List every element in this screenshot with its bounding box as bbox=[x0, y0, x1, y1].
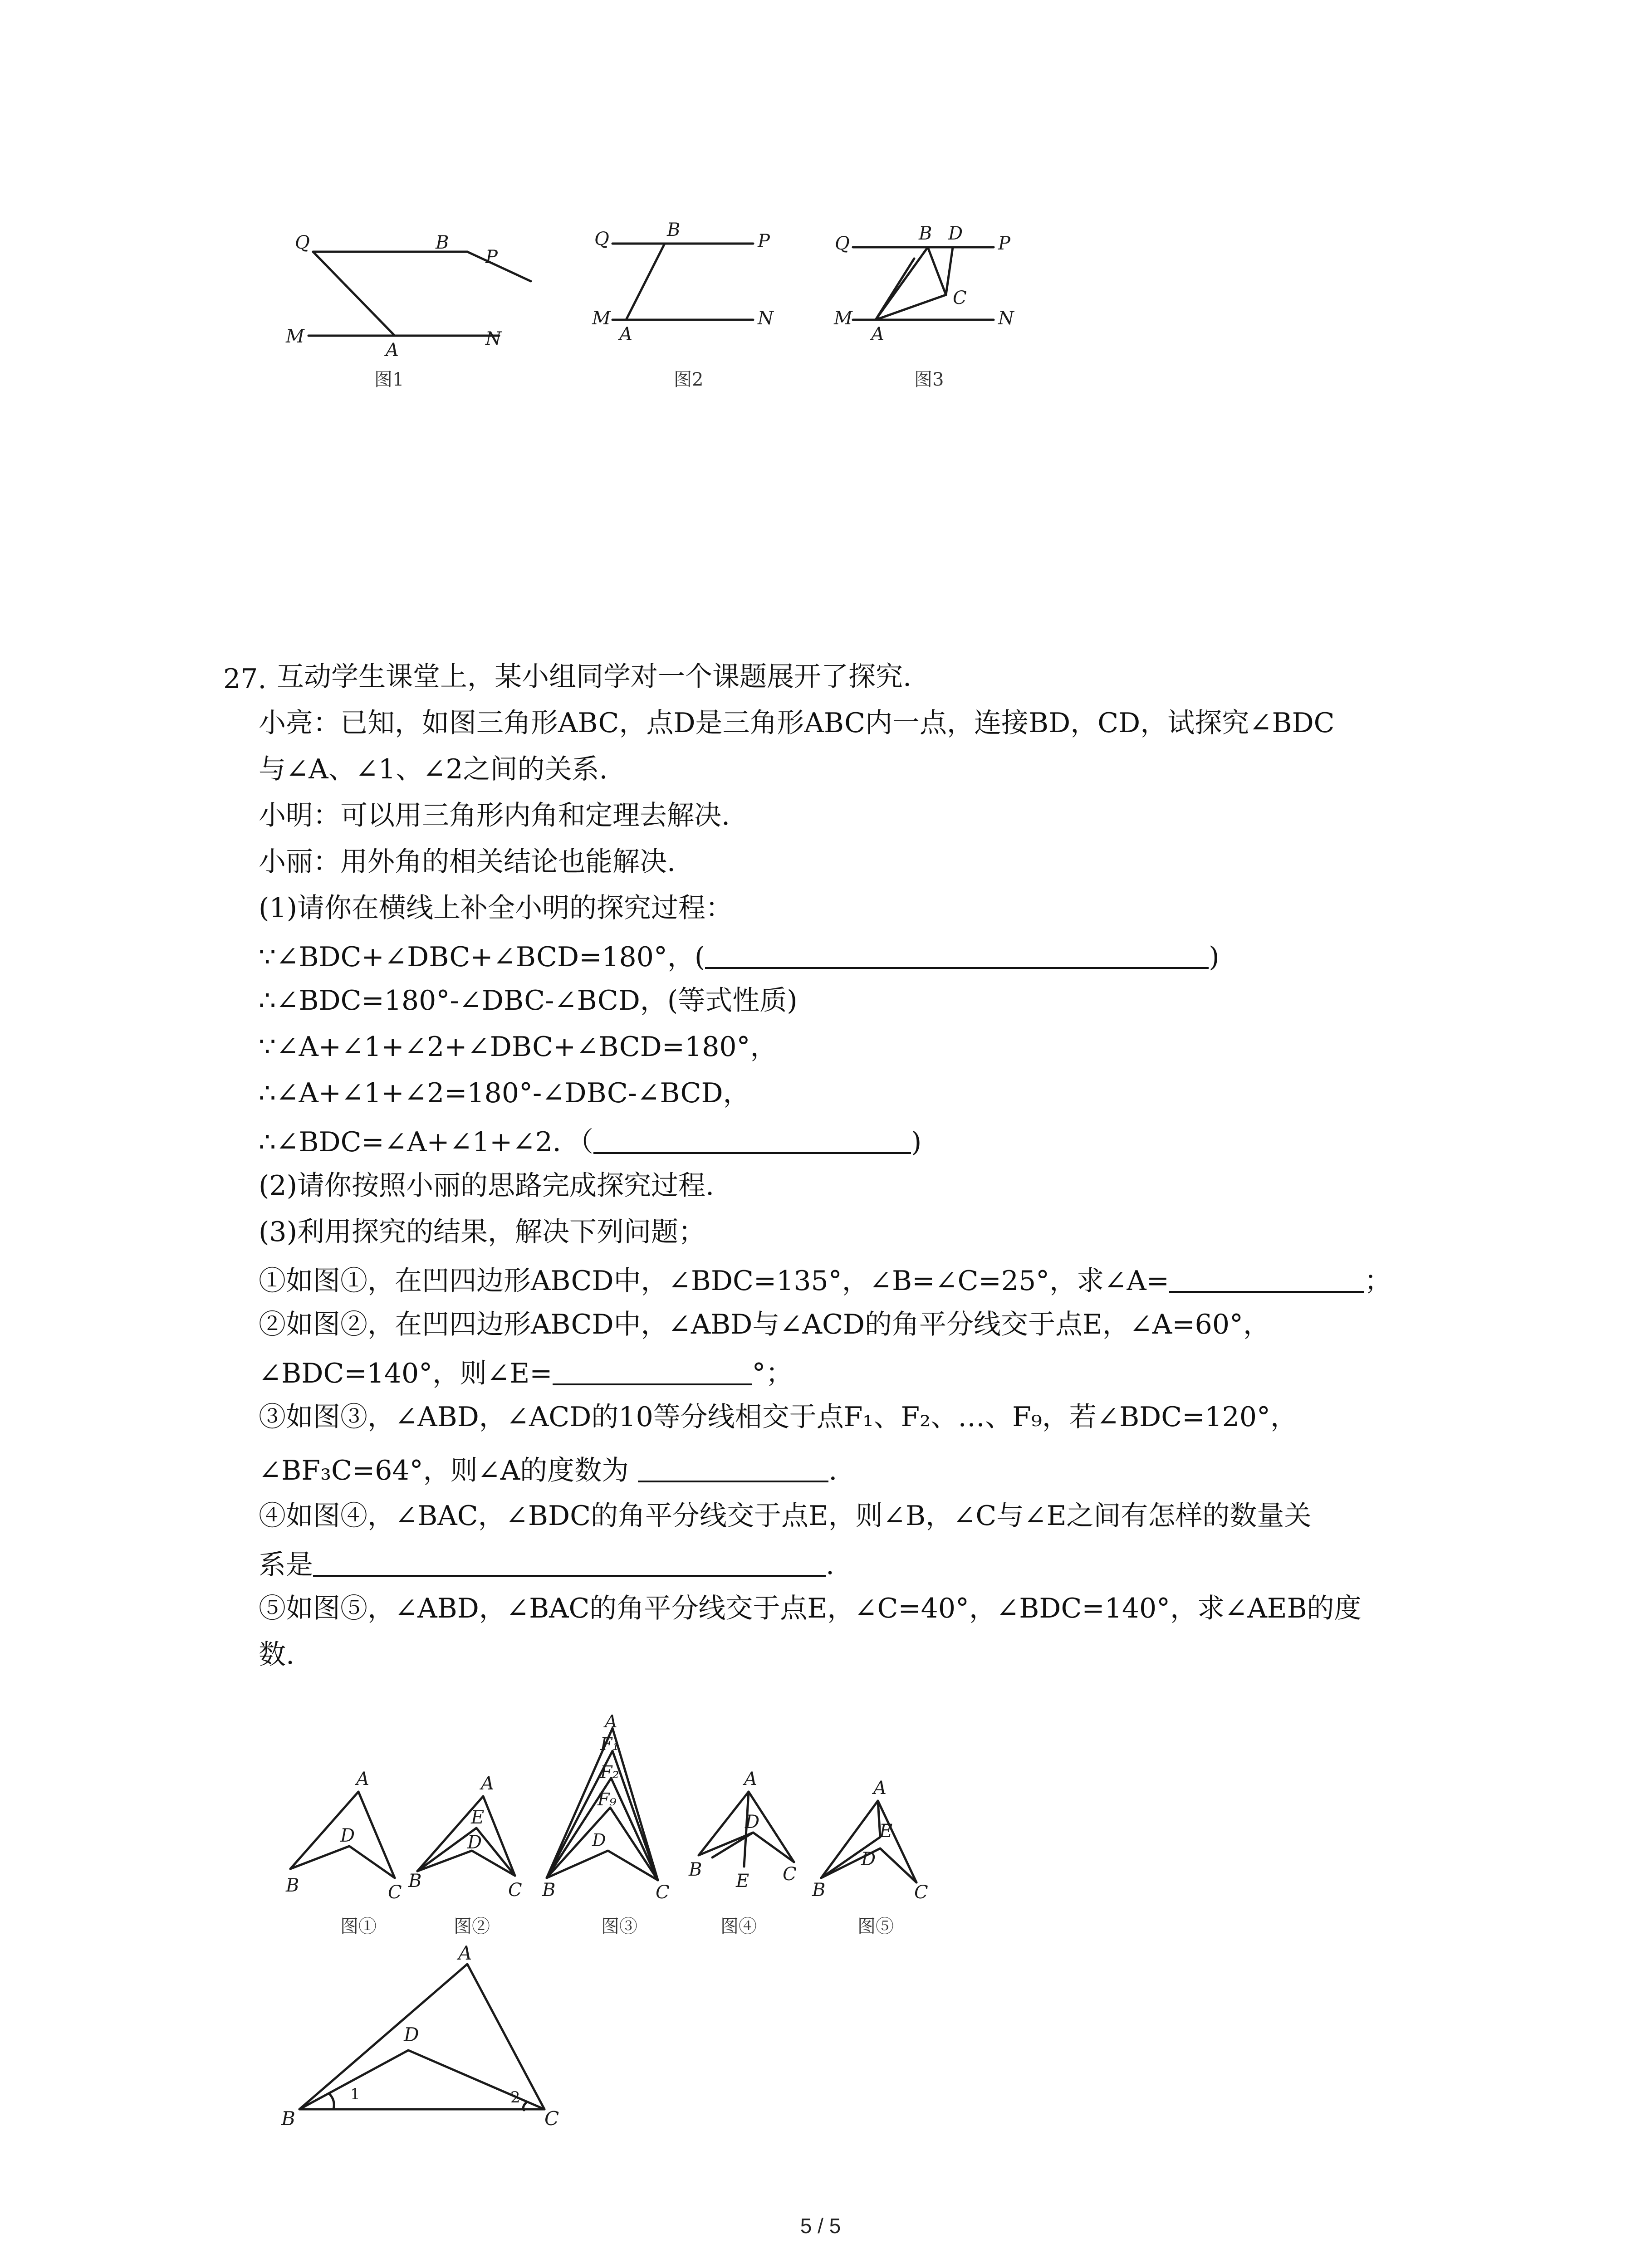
fig2-label-m: M bbox=[592, 308, 611, 329]
fig3-label-b: B bbox=[919, 223, 932, 244]
fig3-caption: 图3 bbox=[914, 369, 944, 390]
figure-circle-4 bbox=[685, 1751, 812, 1941]
fig3-label-m: M bbox=[834, 308, 852, 329]
figure-circle-1 bbox=[272, 1751, 408, 1941]
f5-label-c: C bbox=[914, 1882, 928, 1903]
answer-blank-step5[interactable] bbox=[593, 1126, 911, 1154]
f2-label-e: E bbox=[471, 1807, 485, 1828]
fig3-label-q: Q bbox=[835, 233, 850, 254]
f3-caption: 图③ bbox=[601, 1916, 637, 1937]
xiaoli-line: 小丽：用外角的相关结论也能解决. bbox=[259, 846, 676, 878]
f2-label-a: A bbox=[481, 1773, 494, 1794]
f4-label-c: C bbox=[783, 1864, 797, 1885]
f5-label-d: D bbox=[861, 1849, 876, 1870]
main-label-b: B bbox=[281, 2107, 295, 2130]
f5-label-a: A bbox=[873, 1778, 887, 1799]
f4-label-e: E bbox=[736, 1871, 749, 1892]
fig2-label-p: P bbox=[758, 231, 770, 252]
sub-question-4-end: . bbox=[826, 1549, 835, 1581]
xiaoliang-line-1: 小亮：已知，如图三角形ABC，点D是三角形ABC内一点，连接BD，CD，试探究∠BDC bbox=[259, 707, 1335, 739]
main-label-a: A bbox=[458, 1942, 472, 1964]
sub-question-2-line-2 bbox=[259, 1357, 793, 1387]
fig1-label-b: B bbox=[436, 232, 449, 253]
fig2-caption: 图2 bbox=[674, 369, 704, 390]
f3-label-c: C bbox=[656, 1882, 670, 1903]
fig2-label-q: Q bbox=[594, 229, 609, 249]
f1-label-b: B bbox=[286, 1875, 299, 1896]
figure-2 bbox=[576, 218, 812, 399]
fig1-label-p: P bbox=[485, 247, 498, 268]
fig3-label-a: A bbox=[871, 324, 884, 345]
main-angle-2: 2 bbox=[510, 2088, 520, 2107]
part1-heading: (1)请你在横线上补全小明的探究过程： bbox=[259, 892, 733, 924]
question-number: 27. bbox=[223, 663, 267, 695]
f1-label-d: D bbox=[340, 1825, 355, 1846]
main-label-d: D bbox=[404, 2024, 419, 2046]
f3-label-d: D bbox=[592, 1830, 606, 1850]
proof-step-5-close: ) bbox=[911, 1126, 922, 1158]
sub-question-5-line-1: ⑤如图⑤，∠ABD，∠BAC的角平分线交于点E，∠C=40°，∠BDC=140°，求∠AEB的度 bbox=[259, 1593, 1362, 1624]
f1-label-c: C bbox=[388, 1882, 402, 1903]
fig1-label-n: N bbox=[485, 328, 501, 349]
f3-label-f1: F₁ bbox=[600, 1734, 619, 1754]
xiaoliang-line-2: 与∠A、∠1、∠2之间的关系. bbox=[259, 753, 608, 785]
sub-question-3-text: ∠BF₃C=64°，则∠A的度数为 bbox=[259, 1455, 629, 1486]
proof-step-2: ∴∠BDC=180°-∠DBC-∠BCD，(等式性质) bbox=[259, 985, 798, 1017]
answer-blank-q3[interactable] bbox=[638, 1454, 828, 1482]
f5-caption: 图⑤ bbox=[857, 1916, 894, 1937]
fig3-label-c: C bbox=[953, 288, 967, 308]
fig1-label-a: A bbox=[386, 340, 399, 361]
page-number: 5 / 5 bbox=[800, 2214, 841, 2238]
fig3-label-d: D bbox=[948, 223, 963, 244]
question-intro: 互动学生课堂上，某小组同学对一个课题展开了探究. bbox=[277, 661, 912, 693]
figure-circle-2 bbox=[404, 1751, 531, 1941]
answer-blank-q1[interactable] bbox=[1169, 1265, 1364, 1293]
answer-blank-q4[interactable] bbox=[313, 1549, 826, 1577]
f5-label-b: B bbox=[812, 1880, 826, 1901]
f3-label-b: B bbox=[542, 1880, 556, 1901]
f4-caption: 图④ bbox=[720, 1916, 757, 1937]
figure-3 bbox=[817, 218, 1053, 399]
sub-question-5-line-2: 数. bbox=[259, 1639, 295, 1671]
fig2-label-n: N bbox=[758, 308, 774, 329]
sub-question-1-end: ； bbox=[1364, 1265, 1392, 1297]
sub-question-2-text: ∠BDC=140°，则∠E= bbox=[259, 1358, 553, 1389]
part3-heading: (3)利用探究的结果，解决下列问题； bbox=[259, 1216, 705, 1248]
fig2-label-b: B bbox=[667, 220, 681, 240]
f3-label-a: A bbox=[605, 1711, 617, 1731]
f1-label-a: A bbox=[356, 1769, 369, 1789]
sub-question-3-end: . bbox=[828, 1455, 838, 1486]
f2-caption: 图② bbox=[454, 1916, 490, 1937]
main-triangle-figure bbox=[272, 1942, 590, 2136]
sub-question-1-text: ①如图①，在凹四边形ABCD中，∠BDC=135°，∠B=∠C=25°，求∠A= bbox=[259, 1265, 1170, 1297]
figure-1 bbox=[272, 218, 554, 399]
answer-blank-q2[interactable] bbox=[553, 1357, 752, 1385]
f3-label-f9: F₉ bbox=[598, 1789, 617, 1809]
answer-blank-step1[interactable] bbox=[705, 941, 1209, 969]
sub-question-2-line-1: ②如图②，在凹四边形ABCD中，∠ABD与∠ACD的角平分线交于点E，∠A=60°， bbox=[259, 1309, 1270, 1340]
proof-step-1-text: ∵∠BDC+∠DBC+∠BCD=180°，( bbox=[259, 941, 705, 973]
f5-label-e: E bbox=[879, 1821, 893, 1842]
sub-question-4-line-1: ④如图④，∠BAC，∠BDC的角平分线交于点E，则∠B，∠C与∠E之间有怎样的数量关 bbox=[259, 1500, 1312, 1532]
proof-step-5-text: ∴∠BDC=∠A+∠1+∠2．（ bbox=[259, 1126, 593, 1158]
f2-label-b: B bbox=[408, 1871, 422, 1892]
part2-heading: (2)请你按照小丽的思路完成探究过程. bbox=[259, 1170, 715, 1202]
sub-question-3-line-2 bbox=[259, 1454, 837, 1484]
fig1-label-m: M bbox=[286, 326, 304, 347]
fig1-label-q: Q bbox=[295, 232, 310, 253]
xiaoming-line: 小明：可以用三角形内角和定理去解决. bbox=[259, 800, 730, 831]
sub-question-4-text: 系是 bbox=[259, 1549, 313, 1581]
f4-label-a: A bbox=[744, 1769, 757, 1789]
f3-label-f2: F₂ bbox=[600, 1762, 619, 1782]
f2-label-c: C bbox=[508, 1880, 522, 1901]
proof-step-1 bbox=[259, 941, 1220, 971]
figure-circle-5 bbox=[812, 1751, 948, 1941]
f4-label-b: B bbox=[689, 1859, 702, 1880]
fig2-label-a: A bbox=[619, 324, 632, 345]
fig3-label-n: N bbox=[998, 308, 1014, 329]
sub-question-3-line-1: ③如图③，∠ABD，∠ACD的10等分线相交于点F₁、F₂、…、F₉，若∠BDC=120°， bbox=[259, 1401, 1298, 1433]
f2-label-d: D bbox=[467, 1832, 482, 1853]
sub-question-1 bbox=[259, 1265, 1391, 1295]
f1-caption: 图① bbox=[340, 1916, 377, 1937]
f4-label-d: D bbox=[745, 1812, 760, 1833]
fig3-label-p: P bbox=[998, 233, 1010, 254]
main-angle-1: 1 bbox=[350, 2085, 360, 2103]
sub-question-4-line-2 bbox=[259, 1549, 834, 1579]
fig1-caption: 图1 bbox=[374, 369, 404, 390]
sub-question-2-end: °； bbox=[752, 1358, 793, 1389]
main-label-c: C bbox=[544, 2107, 559, 2130]
proof-step-4: ∴∠A+∠1+∠2=180°-∠DBC-∠BCD， bbox=[259, 1077, 750, 1109]
figure-circle-3 bbox=[533, 1711, 687, 1941]
proof-step-5 bbox=[259, 1126, 921, 1156]
proof-step-3: ∵∠A+∠1+∠2+∠DBC+∠BCD=180°， bbox=[259, 1031, 778, 1063]
proof-step-1-close: ) bbox=[1209, 941, 1220, 973]
